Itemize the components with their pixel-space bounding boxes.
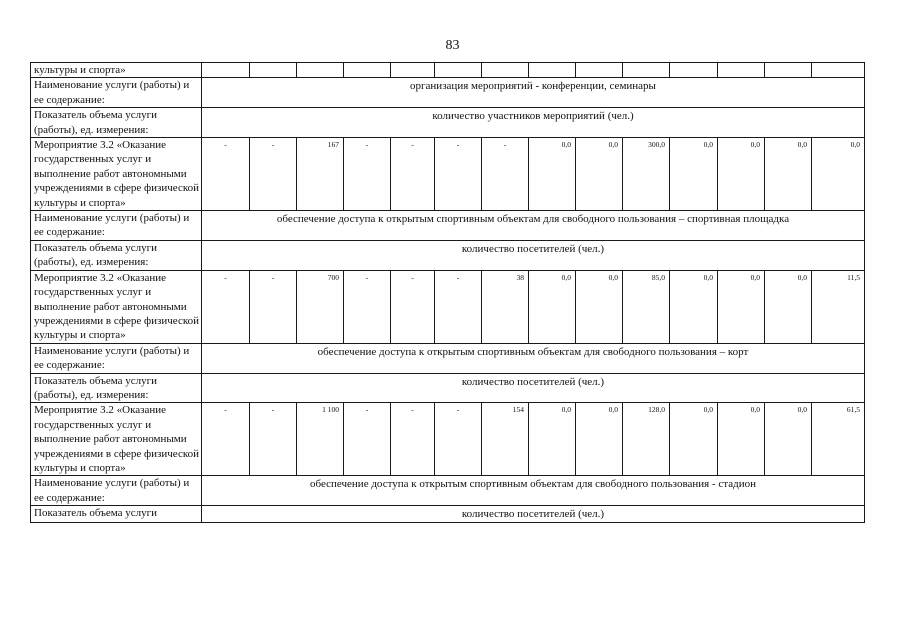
empty-cell: [344, 63, 391, 78]
continuation-label: культуры и спорта»: [31, 63, 202, 78]
empty-cell: [482, 63, 529, 78]
value-cell: 167: [297, 138, 344, 211]
value-cell: 0,0: [576, 270, 623, 343]
value-cell: -: [482, 138, 529, 211]
empty-cell: [250, 63, 297, 78]
service-name-row: [31, 476, 865, 506]
volume-indicator-row: [31, 506, 865, 522]
service-name-label: Наименование услуги (работы) и ее содержание:: [31, 211, 202, 241]
value-cell: 11,5: [812, 270, 865, 343]
service-name-label: Наименование услуги (работы) и ее содержание:: [31, 343, 202, 373]
empty-cell: [391, 63, 435, 78]
service-name-value: обеспечение доступа к открытым спортивным объектам для свободного пользования – спортивная площадка: [202, 211, 865, 241]
value-cell: 1 100: [297, 403, 344, 476]
volume-indicator-label: Показатель объема услуги (работы), ед. измерения:: [31, 240, 202, 270]
value-cell: 0,0: [529, 403, 576, 476]
continuation-row: [31, 63, 865, 78]
volume-indicator-label: Показатель объема услуги (работы), ед. измерения:: [31, 108, 202, 138]
value-cell: 0,0: [765, 403, 812, 476]
table-body: [31, 63, 865, 523]
volume-indicator-value: количество посетителей (чел.): [202, 506, 865, 522]
service-name-label: Наименование услуги (работы) и ее содержание:: [31, 78, 202, 108]
value-cell: 154: [482, 403, 529, 476]
value-cell: 700: [297, 270, 344, 343]
event-row: [31, 403, 865, 476]
value-cell: 0,0: [576, 403, 623, 476]
value-cell: 61,5: [812, 403, 865, 476]
value-cell: -: [435, 403, 482, 476]
value-cell: 0,0: [718, 403, 765, 476]
volume-indicator-row: [31, 108, 865, 138]
empty-cell: [718, 63, 765, 78]
service-name-value: организация мероприятий - конференции, семинары: [202, 78, 865, 108]
volume-indicator-label: Показатель объема услуги: [31, 506, 202, 522]
value-cell: 38: [482, 270, 529, 343]
empty-cell: [435, 63, 482, 78]
empty-cell: [297, 63, 344, 78]
value-cell: 0,0: [765, 270, 812, 343]
event-row: [31, 270, 865, 343]
service-name-row: [31, 343, 865, 373]
value-cell: 0,0: [529, 138, 576, 211]
service-name-value: обеспечение доступа к открытым спортивным объектам для свободного пользования – корт: [202, 343, 865, 373]
value-cell: -: [250, 138, 297, 211]
value-cell: -: [435, 270, 482, 343]
value-cell: -: [202, 138, 250, 211]
volume-indicator-row: [31, 240, 865, 270]
value-cell: -: [391, 270, 435, 343]
event-row: [31, 138, 865, 211]
value-cell: -: [391, 403, 435, 476]
service-name-label: Наименование услуги (работы) и ее содержание:: [31, 476, 202, 506]
volume-indicator-value: количество участников мероприятий (чел.): [202, 108, 865, 138]
value-cell: 85,0: [623, 270, 670, 343]
document-table: [30, 62, 865, 523]
event-label: Мероприятие 3.2 «Оказание государственных услуг и выполнение работ автономными учреждениями в сфере физической культуры и спорта»: [31, 270, 202, 343]
empty-cell: [623, 63, 670, 78]
value-cell: -: [344, 270, 391, 343]
value-cell: 0,0: [670, 270, 718, 343]
empty-cell: [765, 63, 812, 78]
value-cell: -: [344, 403, 391, 476]
value-cell: -: [202, 403, 250, 476]
empty-cell: [576, 63, 623, 78]
volume-indicator-value: количество посетителей (чел.): [202, 373, 865, 403]
service-name-value: обеспечение доступа к открытым спортивным объектам для свободного пользования - стадион: [202, 476, 865, 506]
value-cell: -: [391, 138, 435, 211]
empty-cell: [812, 63, 865, 78]
service-name-row: [31, 78, 865, 108]
value-cell: 0,0: [529, 270, 576, 343]
value-cell: -: [250, 270, 297, 343]
value-cell: 128,0: [623, 403, 670, 476]
value-cell: -: [250, 403, 297, 476]
value-cell: 0,0: [718, 270, 765, 343]
empty-cell: [670, 63, 718, 78]
value-cell: -: [344, 138, 391, 211]
service-name-row: [31, 211, 865, 241]
value-cell: 0,0: [670, 403, 718, 476]
value-cell: 0,0: [765, 138, 812, 211]
value-cell: 0,0: [576, 138, 623, 211]
value-cell: 300,0: [623, 138, 670, 211]
event-label: Мероприятие 3.2 «Оказание государственных услуг и выполнение работ автономными учреждениями в сфере физической культуры и спорта»: [31, 138, 202, 211]
value-cell: -: [202, 270, 250, 343]
empty-cell: [529, 63, 576, 78]
page-number: 83: [445, 38, 460, 53]
value-cell: 0,0: [812, 138, 865, 211]
value-cell: -: [435, 138, 482, 211]
value-cell: 0,0: [718, 138, 765, 211]
event-label: Мероприятие 3.2 «Оказание государственных услуг и выполнение работ автономными учреждениями в сфере физической культуры и спорта»: [31, 403, 202, 476]
volume-indicator-row: [31, 373, 865, 403]
volume-indicator-label: Показатель объема услуги (работы), ед. измерения:: [31, 373, 202, 403]
empty-cell: [202, 63, 250, 78]
volume-indicator-value: количество посетителей (чел.): [202, 240, 865, 270]
value-cell: 0,0: [670, 138, 718, 211]
